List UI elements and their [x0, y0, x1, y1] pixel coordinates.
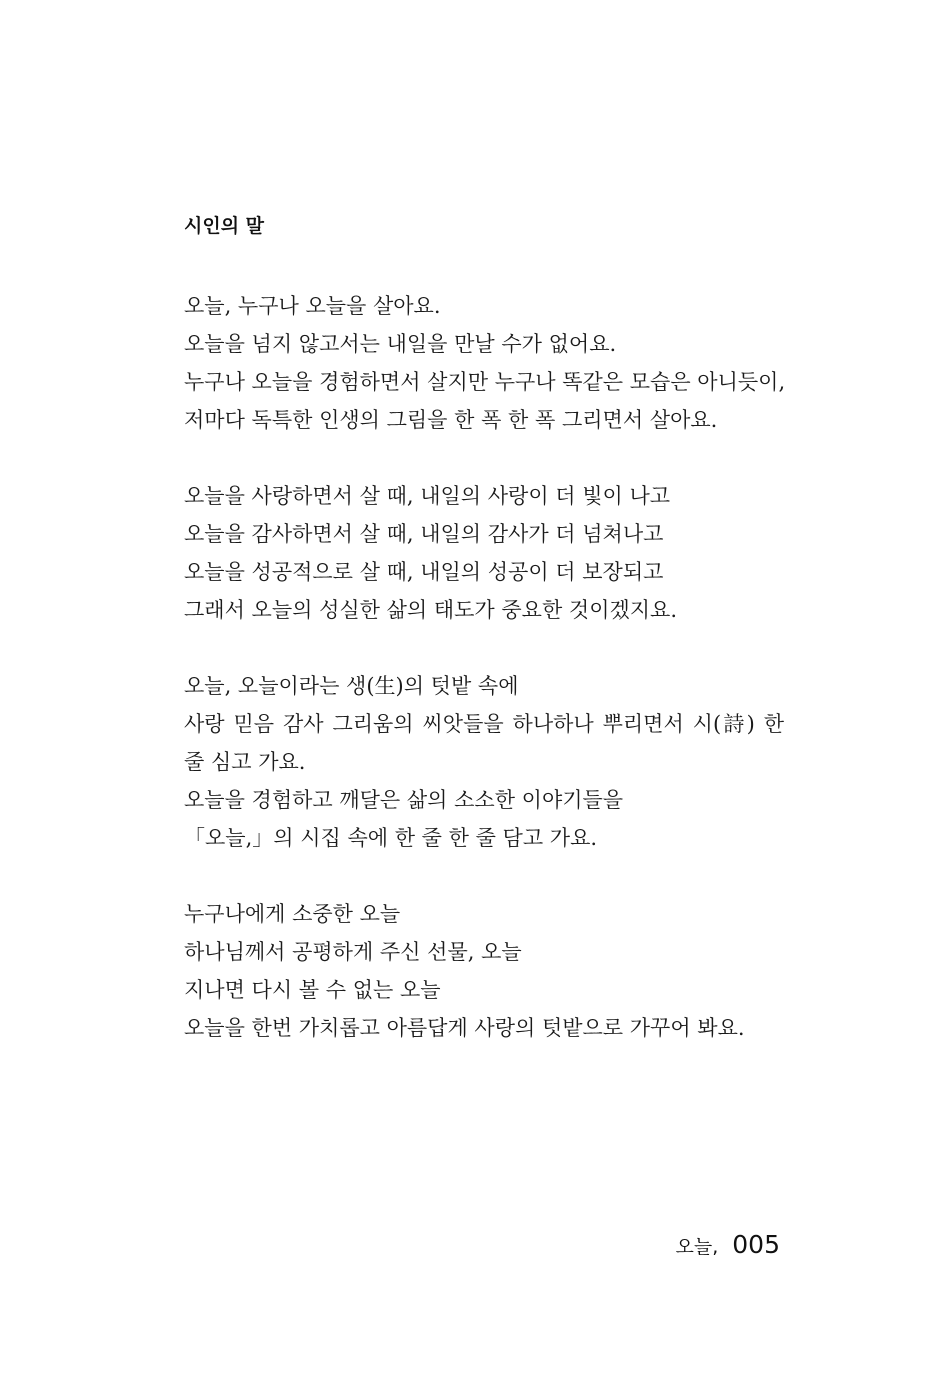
- poem-line: 지나면 다시 볼 수 없는 오늘: [184, 978, 441, 1002]
- poem-line: 오늘을 사랑하면서 살 때, 내일의 사랑이 더 빛이 나고: [184, 484, 671, 508]
- section-heading: 시인의 말: [184, 215, 265, 237]
- poem-line: 오늘, 누구나 오늘을 살아요.: [184, 294, 441, 318]
- stanza-spacer: [184, 439, 784, 477]
- poem-line: 오늘을 넘지 않고서는 내일을 만날 수가 없어요.: [184, 332, 617, 356]
- stanza-1: [184, 287, 784, 439]
- poem-line: 오늘을 성공적으로 살 때, 내일의 성공이 더 보장되고: [184, 560, 664, 584]
- poem-line: 오늘을 경험하고 깨달은 삶의 소소한 이야기들을: [184, 788, 624, 812]
- poem-line: 누구나 오늘을 경험하면서 살지만 누구나 똑같은 모습은 아니듯이,: [184, 370, 786, 394]
- poem-line: 줄 심고 가요.: [184, 750, 306, 774]
- poem-line: 그래서 오늘의 성실한 삶의 태도가 중요한 것이겠지요.: [184, 598, 678, 622]
- poem-line: 사랑 믿음 감사 그리움의 씨앗들을 하나하나 뿌리면서 시(詩) 한: [184, 712, 784, 736]
- stanza-3: [184, 667, 784, 857]
- stanza-4: [184, 895, 784, 1047]
- poem-line: 누구나에게 소중한 오늘: [184, 902, 401, 926]
- stanza-2: [184, 477, 784, 629]
- page-number: 005: [732, 1230, 780, 1259]
- page-footer: [676, 1230, 780, 1259]
- poem-line: 오늘을 감사하면서 살 때, 내일의 감사가 더 넘쳐나고: [184, 522, 664, 546]
- poem-body: [184, 287, 784, 1047]
- poem-line: 하나님께서 공평하게 주신 선물, 오늘: [184, 940, 522, 964]
- poem-line: 오늘, 오늘이라는 생(生)의 텃밭 속에: [184, 674, 519, 698]
- stanza-spacer: [184, 857, 784, 895]
- poem-line: 오늘을 한번 가치롭고 아름답게 사랑의 텃밭으로 가꾸어 봐요.: [184, 1016, 745, 1040]
- poem-line: 「오늘,」의 시집 속에 한 줄 한 줄 담고 가요.: [184, 826, 598, 850]
- running-footer-title: 오늘,: [675, 1236, 719, 1258]
- stanza-spacer: [184, 629, 784, 667]
- poem-line: 저마다 독특한 인생의 그림을 한 폭 한 폭 그리면서 살아요.: [184, 408, 718, 432]
